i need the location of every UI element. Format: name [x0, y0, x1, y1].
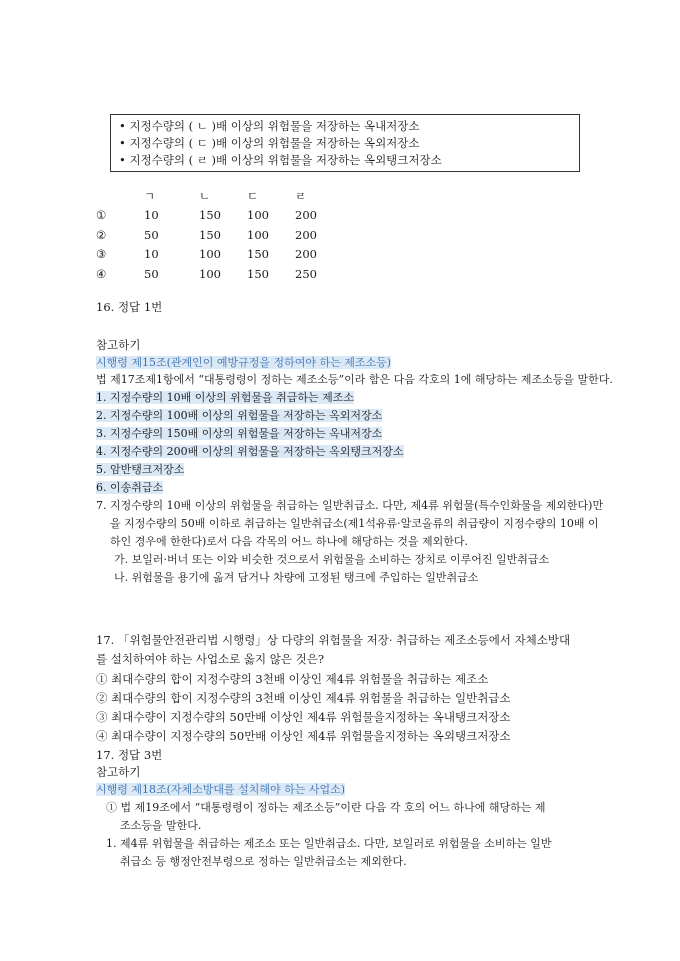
q17-option: ③ 최대수량이 지정수량의 50만배 이상인 제4류 위험물을지정하는 옥내탱크저장소	[96, 710, 511, 724]
table-cell: 100	[247, 227, 269, 242]
table-cell: ㄴ	[199, 188, 211, 203]
table-cell: 10	[144, 247, 159, 262]
table-cell: ②	[96, 227, 107, 242]
table-row	[96, 264, 335, 284]
table-cell: ③	[96, 247, 107, 262]
table-cell: 200	[295, 247, 317, 262]
reference-title	[96, 354, 391, 370]
table-cell: 150	[199, 208, 221, 223]
table-row	[96, 206, 335, 226]
list-item-text: 6. 이송취급소	[96, 481, 164, 494]
table-cell: 200	[295, 208, 317, 223]
table-row	[96, 225, 335, 245]
reference-intro: 법 제17조제1항에서 “대통령령이 정하는 제조소등”이라 함은 다음 각호의 1에 해당하는 제조소등을 말한다.	[96, 373, 613, 386]
reference-title	[96, 781, 345, 797]
list-item-text: 5. 암반탱크저장소	[96, 463, 185, 476]
question-box	[110, 114, 580, 172]
table-cell: ㄱ	[144, 188, 156, 203]
table-cell: ㄹ	[295, 188, 307, 203]
list-item-text: 3. 지정수량의 150배 이상의 위험물을 저장하는 옥내저장소	[96, 427, 383, 440]
table-cell: 150	[199, 227, 221, 242]
reference-line: 조소등을 말한다.	[120, 819, 202, 832]
table-cell: 50	[144, 227, 159, 242]
table-cell: 150	[247, 266, 269, 281]
table-cell: 150	[247, 247, 269, 262]
list-item	[96, 479, 163, 495]
table-cell: ①	[96, 208, 107, 223]
list-item-text: 4. 지정수량의 200배 이상의 위험물을 저장하는 옥외탱크저장소	[96, 445, 404, 458]
table-cell: 10	[144, 208, 159, 223]
table-cell: 250	[295, 266, 317, 281]
table-header-row	[96, 186, 335, 206]
box-line: • 지정수량의 ( ㄴ )배 이상의 위험물을 저장하는 옥내저장소	[119, 119, 420, 133]
table-cell: 50	[144, 266, 159, 281]
list-item	[96, 389, 354, 405]
reference-line: 1. 제4류 위험물을 취급하는 제조소 또는 일반취급소. 다만, 보일러로 위험물을 소비하는 일반	[106, 837, 552, 850]
reference-title-text: 시행령 제18조(자체소방대를 설치해야 하는 사업소)	[96, 783, 346, 796]
box-line: • 지정수량의 ( ㄷ )배 이상의 위험물을 저장하는 옥외저장소	[119, 136, 420, 150]
list-item-text: 2. 지정수량의 100배 이상의 위험물을 저장하는 옥외저장소	[96, 409, 383, 422]
sub-item: 나. 위험물을 용기에 옮겨 담거나 차량에 고정된 탱크에 주입하는 일반취급소	[114, 571, 479, 584]
reference-line: 취급소 등 행정안전부령으로 정하는 일반취급소는 제외한다.	[120, 855, 407, 868]
table-cell: 100	[199, 266, 221, 281]
question-17: 17. 「위험물안전관리법 시행령」상 다량의 위험물을 저장· 취급하는 제조소등에서 자체소방대	[96, 633, 571, 647]
list-item	[96, 443, 404, 459]
reference-label: 참고하기	[96, 338, 141, 352]
answer-17: 17. 정답 3번	[96, 748, 163, 762]
reference-label: 참고하기	[96, 765, 141, 779]
table-cell: 100	[247, 208, 269, 223]
list-item	[96, 425, 382, 441]
sub-item: 가. 보일러·버너 또는 이와 비슷한 것으로서 위험물을 소비하는 장치로 이루어진 일반취급소	[114, 553, 550, 566]
reference-line: ① 법 제19조에서 “대통령령이 정하는 제조소등”이란 다음 각 호의 어느 하나에 해당하는 제	[106, 801, 546, 814]
list-item	[96, 461, 184, 477]
question-17-cont: 를 설치하여야 하는 사업소로 옳지 않은 것은?	[96, 652, 325, 666]
answer-options-table	[96, 186, 335, 284]
table-cell	[96, 186, 144, 206]
list-item	[96, 407, 382, 423]
answer-16: 16. 정답 1번	[96, 300, 163, 314]
q17-option: ④ 최대수량이 지정수량의 50만배 이상인 제4류 위험물을지정하는 옥외탱크저장소	[96, 729, 511, 743]
table-cell: 200	[295, 227, 317, 242]
q17-option: ① 최대수량의 합이 지정수량의 3천배 이상인 제4류 위험물을 취급하는 제조소	[96, 672, 489, 686]
box-line: • 지정수량의 ( ㄹ )배 이상의 위험물을 저장하는 옥외탱크저장소	[119, 153, 442, 167]
list-item-continuation: 하인 경우에 한한다)로서 다음 각목의 어느 하나에 해당하는 것을 제외한다.	[110, 535, 469, 548]
table-cell: ㄷ	[247, 188, 259, 203]
reference-title-text: 시행령 제15조(관계인이 예방규정을 정하여야 하는 제조소등)	[96, 356, 392, 369]
table-row	[96, 245, 335, 265]
table-cell: ④	[96, 266, 107, 281]
table-cell: 100	[199, 247, 221, 262]
q17-option: ② 최대수량의 합이 지정수량의 3천배 이상인 제4류 위험물을 취급하는 일반취급소	[96, 691, 511, 705]
list-item: 7. 지정수량의 10배 이상의 위험물을 취급하는 일반취급소. 다만, 제4류 위험물(특수인화물을 제외한다)만	[96, 499, 604, 512]
list-item-continuation: 을 지정수량의 50배 이하로 취급하는 일반취급소(제1석유류·알코올류의 취급량이 지정수량의 10배 이	[110, 517, 599, 530]
list-item-text: 1. 지정수량의 10배 이상의 위험물을 취급하는 제조소	[96, 391, 354, 404]
